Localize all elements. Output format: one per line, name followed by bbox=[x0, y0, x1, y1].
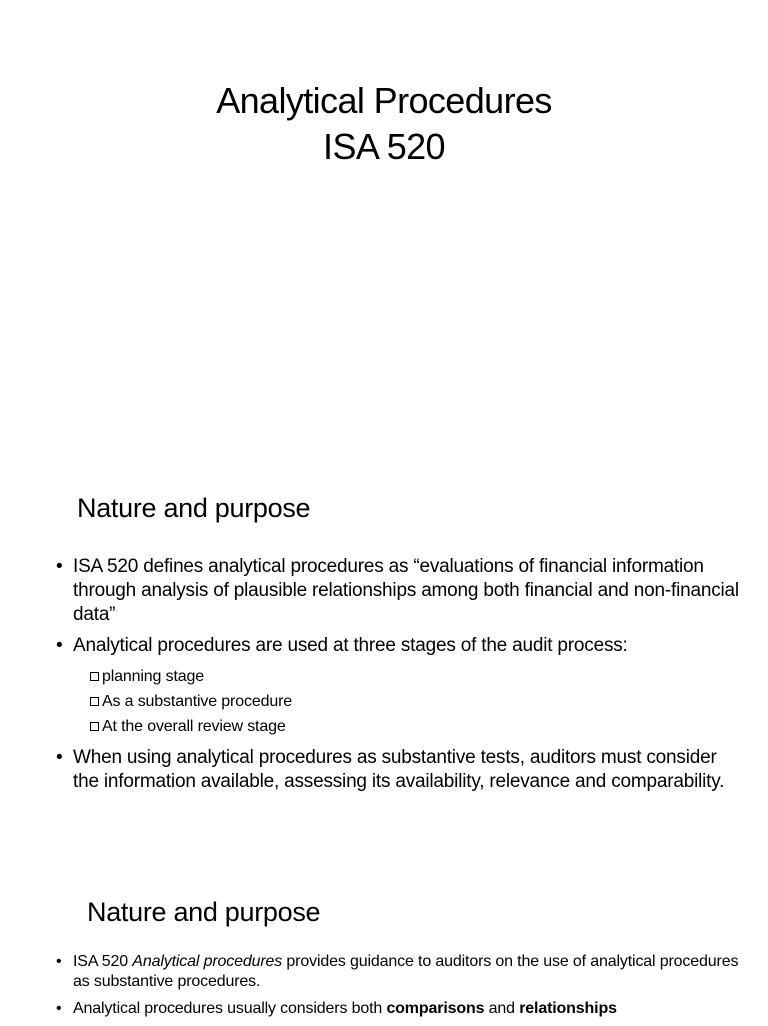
bullet-text bbox=[73, 953, 738, 990]
bullet-text: ISA 520 defines analytical procedures as “evaluations of financial information through analysis of plausible relationships among both financial and non-financial data” bbox=[73, 556, 739, 625]
bullet-item bbox=[56, 952, 746, 992]
bullet-list bbox=[56, 555, 746, 801]
stage-text: As a substantive procedure bbox=[102, 693, 292, 710]
hollow-square-icon bbox=[90, 697, 99, 706]
title-line-2: ISA 520 bbox=[323, 126, 445, 167]
bold-term: comparisons bbox=[386, 1000, 485, 1017]
bullet-icon: • bbox=[56, 1000, 62, 1017]
hollow-square-icon bbox=[90, 722, 99, 731]
document-title-italic: Analytical procedures bbox=[132, 953, 283, 970]
bullet-item bbox=[56, 555, 746, 627]
slide-nature-purpose-1 bbox=[0, 455, 768, 875]
stage-item bbox=[90, 689, 746, 714]
stage-text: planning stage bbox=[102, 668, 204, 685]
text-run: and bbox=[484, 1000, 520, 1017]
bullet-item bbox=[56, 999, 746, 1019]
text-run: ISA 520 bbox=[73, 953, 133, 970]
bullet-text bbox=[73, 1000, 617, 1017]
bullet-text: When using analytical procedures as substantive tests, auditors must consider the information available, assessing its availability, relevance and comparability. bbox=[73, 747, 725, 792]
slide-heading: Nature and purpose bbox=[77, 493, 311, 523]
bold-term: relationships bbox=[519, 1000, 617, 1017]
bullet-icon: • bbox=[56, 556, 63, 577]
hollow-square-icon bbox=[90, 672, 99, 681]
stage-list bbox=[73, 664, 746, 739]
slide-title bbox=[0, 0, 768, 455]
presentation-title bbox=[0, 78, 768, 170]
stage-item bbox=[90, 664, 746, 689]
stage-text: At the overall review stage bbox=[102, 718, 286, 735]
slide-nature-purpose-2 bbox=[0, 875, 768, 1024]
text-run: Analytical procedures usually considers both bbox=[73, 1000, 387, 1017]
slide-heading: Nature and purpose bbox=[87, 897, 321, 927]
bullet-icon: • bbox=[56, 953, 62, 970]
bullet-list bbox=[56, 952, 746, 1026]
bullet-icon: • bbox=[56, 635, 63, 656]
text-run: provides guidance to auditors on the use of analytical procedures as substantive procedures. bbox=[73, 953, 739, 990]
stage-item bbox=[90, 714, 746, 739]
bullet-icon: • bbox=[56, 747, 63, 768]
bullet-item bbox=[56, 634, 746, 739]
bullet-text: Analytical procedures are used at three stages of the audit process: bbox=[73, 635, 628, 656]
bullet-item bbox=[56, 746, 746, 794]
title-line-1: Analytical Procedures bbox=[216, 80, 552, 121]
